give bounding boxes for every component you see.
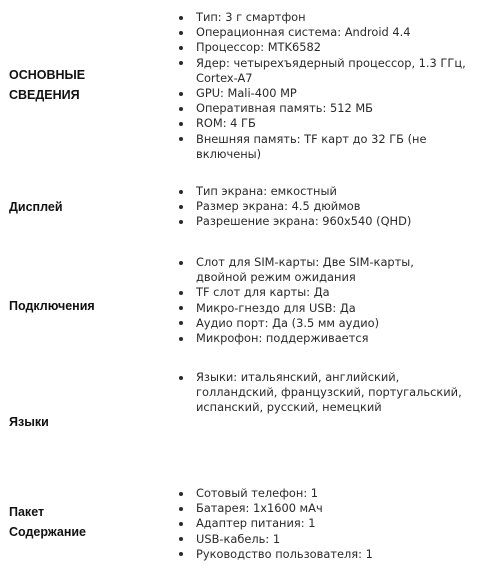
- spec-item-text: Микро-гнездо для USB: Да: [196, 300, 356, 315]
- spec-label-languages: [9, 412, 49, 432]
- spec-row-display: [0, 172, 480, 248]
- spec-item-text: Операционная система: Android 4.4: [196, 25, 411, 40]
- spec-item-text: Сотовый телефон: 1: [196, 486, 319, 500]
- spec-item-text: Разрешение экрана: 960x540 (QHD): [196, 214, 412, 229]
- bullet-icon: [179, 122, 183, 126]
- spec-item-text: Микрофон: поддерживается: [196, 331, 369, 346]
- spec-item: [177, 331, 414, 346]
- spec-item: [177, 516, 373, 531]
- bullet-icon: [179, 492, 183, 496]
- spec-row-languages: [0, 364, 480, 482]
- bullet-icon: [179, 337, 183, 341]
- spec-label-package-contents: [9, 502, 86, 542]
- spec-item: [177, 370, 462, 416]
- bullet-icon: [179, 16, 183, 20]
- spec-item: [177, 116, 466, 131]
- spec-item: [177, 25, 466, 40]
- spec-item-text: Языки: итальянский, английский,: [196, 370, 400, 384]
- bullet-icon: [179, 46, 183, 50]
- spec-item-text-continued: Cortex-A7: [196, 70, 253, 85]
- bullet-icon: [179, 507, 183, 511]
- bullet-icon: [179, 31, 183, 35]
- spec-item: [177, 132, 466, 162]
- bullet-icon: [179, 137, 183, 141]
- spec-item-text: Оперативная память: 512 МБ: [196, 101, 373, 116]
- spec-label-line: Подключения: [9, 299, 95, 313]
- spec-item: [177, 10, 466, 25]
- spec-label-line: Дисплей: [9, 200, 63, 214]
- spec-item: [177, 40, 466, 55]
- spec-item: [177, 255, 414, 285]
- spec-row-general: [0, 0, 480, 172]
- spec-item-text: Ядер: четырехъядерный процессор, 1.3 ГГц,: [196, 55, 466, 70]
- spec-item-text: Тип: 3 г смартфон: [196, 10, 306, 24]
- spec-item: [177, 199, 411, 214]
- spec-item-text: Руководство пользователя: 1: [196, 546, 373, 561]
- bullet-icon: [179, 552, 183, 556]
- spec-item: [177, 301, 414, 316]
- bullet-icon: [179, 205, 183, 209]
- spec-label-general: [9, 65, 85, 105]
- spec-item-text: Аудио порт: Да (3.5 мм аудио): [196, 315, 380, 330]
- spec-item-text: Размер экрана: 4.5 дюймов: [196, 199, 361, 214]
- spec-item-text: GPU: Mali-400 MP: [196, 86, 297, 101]
- spec-item-text: Адаптер питания: 1: [196, 516, 316, 531]
- bullet-icon: [179, 376, 183, 380]
- spec-item: [177, 86, 466, 101]
- spec-item-text: Внешняя память: TF карт до 32 ГБ (не: [196, 131, 427, 146]
- bullet-icon: [179, 522, 183, 526]
- bullet-icon: [179, 291, 183, 295]
- bullet-icon: [179, 321, 183, 325]
- spec-item-text: TF слот для карты: Да: [196, 285, 330, 300]
- spec-values-display: [177, 184, 411, 230]
- spec-values-package-contents: [177, 486, 373, 562]
- spec-item-text: Батарея: 1x1600 мАч: [196, 501, 323, 516]
- spec-label-connectivity: [9, 296, 95, 316]
- bullet-icon: [179, 537, 183, 541]
- spec-item: [177, 486, 373, 501]
- spec-item-text: USB-кабель: 1: [196, 531, 281, 546]
- spec-label-line: ОСНОВНЫЕ: [9, 68, 86, 82]
- spec-item: [177, 316, 414, 331]
- bullet-icon: [179, 61, 183, 65]
- spec-item-text: Процессор: MTK6582: [196, 40, 321, 55]
- spec-item-text-continued: голландский, французский, португальский,: [196, 385, 462, 400]
- spec-values-general: [177, 10, 466, 162]
- spec-values-languages: [177, 370, 462, 416]
- spec-item: [177, 532, 373, 547]
- spec-item-text: ROM: 4 ГБ: [196, 116, 256, 131]
- spec-label-display: [9, 197, 63, 217]
- spec-row-connectivity: [0, 248, 480, 364]
- spec-item: [177, 101, 466, 116]
- spec-item: [177, 214, 411, 229]
- spec-item: [177, 285, 414, 300]
- spec-values-connectivity: [177, 255, 414, 346]
- spec-item-text: Тип экрана: емкостный: [196, 184, 337, 198]
- spec-item-text-continued: испанский, русский, немецкий: [196, 400, 382, 415]
- spec-item: [177, 501, 373, 516]
- bullet-icon: [179, 220, 183, 224]
- bullet-icon: [179, 190, 183, 194]
- spec-row-package-contents: [0, 482, 480, 568]
- bullet-icon: [179, 92, 183, 96]
- spec-item: [177, 56, 466, 86]
- spec-label-line: СВЕДЕНИЯ: [9, 88, 80, 102]
- bullet-icon: [179, 306, 183, 310]
- spec-label-line: Пакет: [9, 505, 45, 519]
- spec-label-line: Содержание: [9, 525, 87, 539]
- spec-item-text: Слот для SIM-карты: Две SIM-карты,: [196, 255, 414, 269]
- spec-item: [177, 547, 373, 562]
- spec-label-line: Языки: [9, 415, 49, 429]
- spec-item-text-continued: двойной режим ожидания: [196, 270, 356, 285]
- bullet-icon: [179, 261, 183, 265]
- spec-item-text-continued: включены): [196, 146, 262, 161]
- spec-item: [177, 184, 411, 199]
- bullet-icon: [179, 107, 183, 111]
